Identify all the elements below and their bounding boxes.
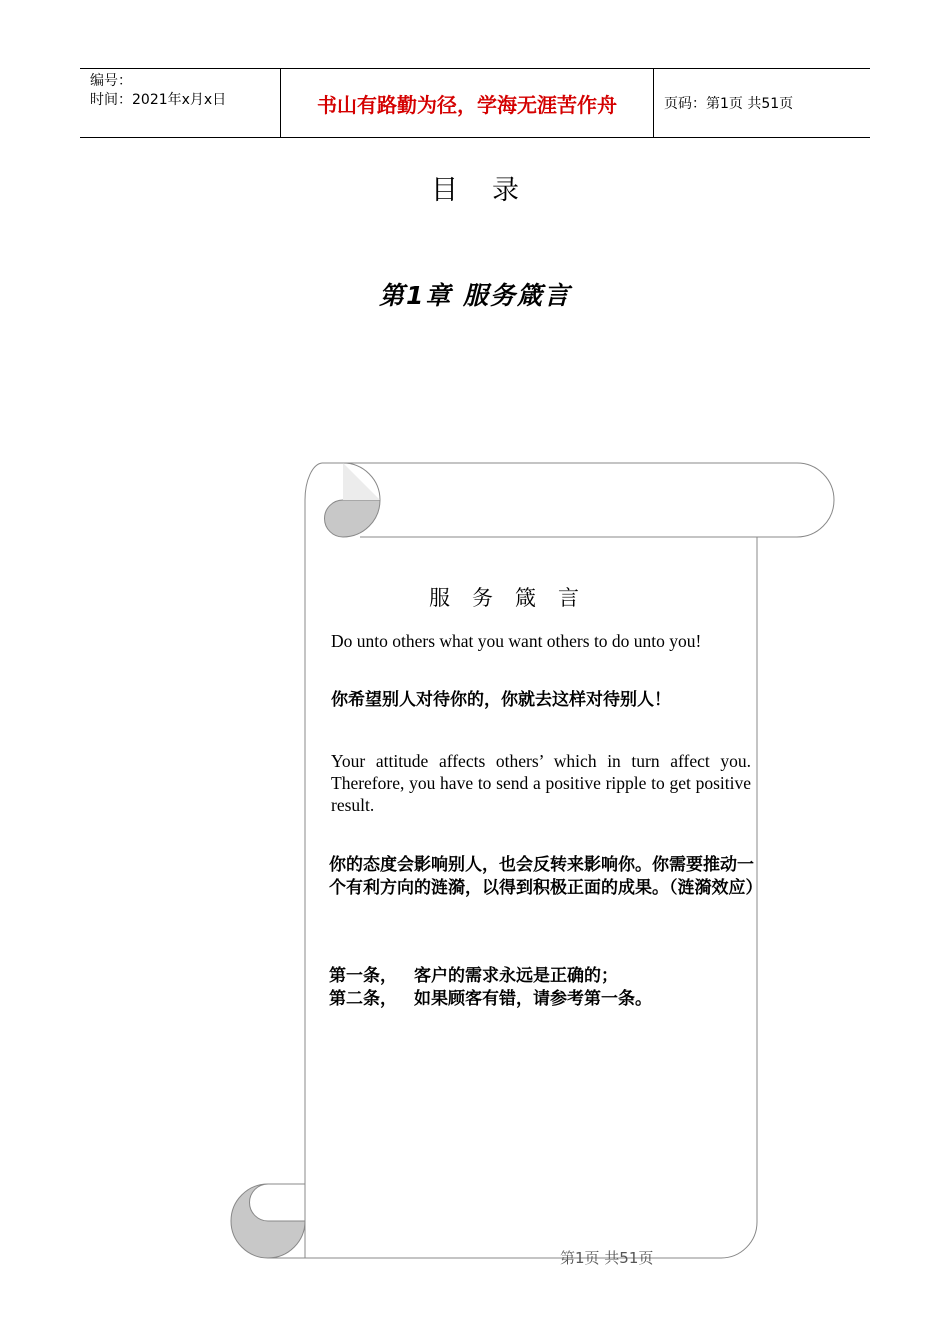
scroll-top-curl-fold: [343, 463, 380, 500]
service-rules: [329, 965, 652, 1011]
cn-quote-1: 你希望别人对待你的，你就去这样对待别人！: [331, 690, 671, 710]
cn-quote-2: 你的态度会影响别人，也会反转来影响你。你需要推动一个有利方向的涟漪，以得到积极正面的成果。（涟漪效应）: [329, 855, 763, 898]
header-page-info: 页码：第1页 共51页: [664, 96, 794, 112]
number-label: 编号：: [90, 73, 132, 89]
page-footer: 第1页 共51页: [560, 1249, 654, 1267]
scroll-content: [329, 582, 763, 1009]
scroll-top-left-curve: [305, 463, 322, 500]
toc-title: 目录: [431, 175, 553, 206]
rule-label: 第二条，: [329, 989, 397, 1009]
scroll-bottom-curl: [231, 1184, 305, 1258]
rule-item: [329, 988, 652, 1011]
rule-item: [329, 965, 652, 988]
en-quote-1: Do unto others what you want others to do unto you!: [331, 631, 702, 651]
en-quote-2: Your attitude affects others’ which in turn affect you. Therefore, you have to send a positive ripple to get positive result.: [331, 751, 751, 815]
rule-label: 第一条，: [329, 966, 397, 986]
scroll-title: 服务箴言: [429, 586, 601, 610]
header-motto: 书山有路勤为径，学海无涯苦作舟: [281, 69, 654, 137]
rule-text: 客户的需求永远是正确的；: [414, 966, 618, 986]
rule-text: 如果顾客有错，请参考第一条。: [414, 989, 652, 1009]
date-label: 时间：2021年x月x日: [90, 92, 227, 108]
chapter-title: 第1章 服务箴言: [378, 281, 572, 310]
